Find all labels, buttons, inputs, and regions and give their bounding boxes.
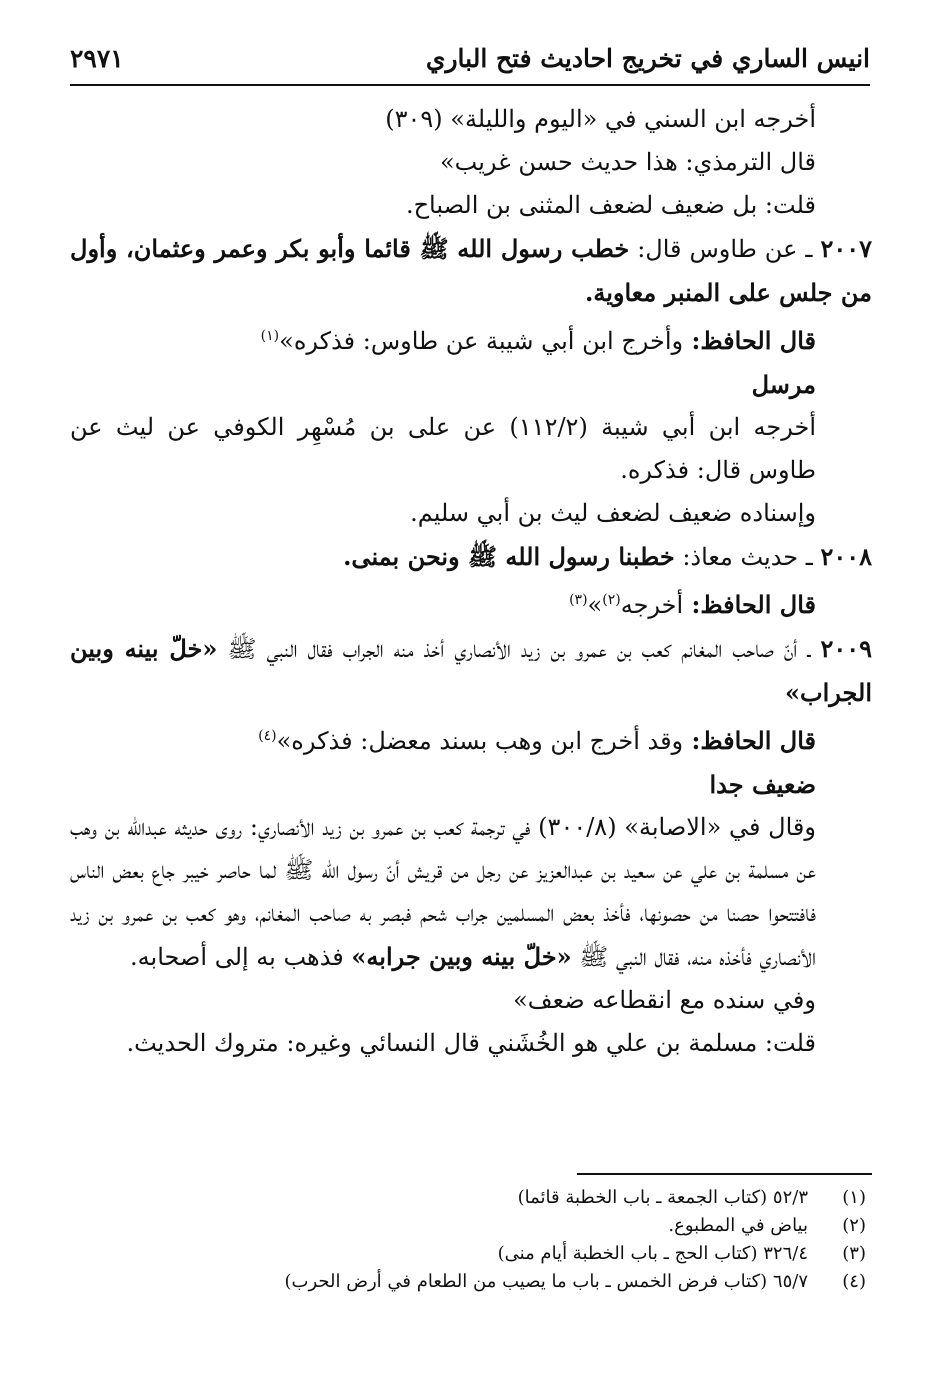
takhrij-line: أخرجه ابن السني في «اليوم والليلة» (٣٠٩): [385, 105, 816, 133]
hafiz-line: [70, 315, 872, 363]
hafiz-text: أخرجه: [620, 591, 684, 619]
hafiz-line: [70, 579, 872, 627]
hadith-2008: [70, 535, 872, 579]
footnote-text: ٥٢/٣ (كتاب الجمعة ـ باب الخطبة قائما): [517, 1187, 808, 1208]
footnote-number: (٢): [842, 1215, 866, 1236]
isaba-paragraph: [70, 806, 872, 979]
footnote-number: (٤): [842, 1271, 866, 1292]
book-title: انيس الساري في تخريج احاديث فتح الباري: [425, 44, 870, 73]
footnote-ref: (٤): [258, 728, 277, 744]
footnote-text: بياض في المطبوع.: [668, 1215, 808, 1236]
footnotes: [70, 1184, 872, 1296]
hadith-matn: «خلّ بينه وبين الجراب»: [70, 634, 872, 707]
footnote-ref: (٣): [569, 592, 588, 608]
sanad-line: وفي سنده مع انقطاعه ضعف»: [513, 986, 816, 1014]
takhrij-paragraph: أخرجه ابن أبي شيبة (١١٢/٢) عن على بن مُسْهِر الكوفي عن ليث عن طاوس قال: فذكره.: [70, 413, 816, 484]
hafiz-label: قال الحافظ:: [683, 326, 816, 355]
hadith-2009: [70, 627, 872, 715]
hafiz-quote-mark: »: [587, 591, 603, 619]
hadith-2007: [70, 227, 872, 315]
hadith-number: ٢٠٠٨: [820, 542, 872, 571]
hafiz-text: وقد أخرج ابن وهب بسند معضل: فذكره»: [276, 727, 684, 755]
hafiz-label: قال الحافظ:: [683, 590, 816, 619]
tirmidhi-line: قال الترمذي: هذا حديث حسن غريب»: [440, 148, 816, 176]
grade-label: ضعيف جدا: [709, 770, 816, 799]
footnote-ref: (١): [260, 328, 280, 344]
hadith-matn: خطب رسول الله ﷺ قائما وأبو بكر وعمر وعثمان، وأول من جلس على المنبر معاوية.: [70, 234, 872, 307]
isnad-line: وإسناده ضعيف لضعف ليث بن أبي سليم.: [410, 499, 816, 527]
footnote-number: (١): [842, 1187, 866, 1208]
hadith-number: ٢٠٠٩: [820, 634, 872, 663]
hadith-lead: ـ حديث معاذ:: [674, 543, 821, 571]
grade-label: مرسل: [751, 370, 816, 399]
footnote-number: (٣): [842, 1243, 866, 1264]
main-text: [70, 98, 872, 1065]
isaba-tail: فذهب به إلى أصحابه.: [130, 943, 352, 971]
isaba-text: وقال في «الاصابة» (٣٠٠/٨) في ترجمة كعب بن عمرو بن زيد الأنصاري: روى حديثه عبدالله بن وهب عن مسلمة بن علي عن سعيد بن عبدالعزيز عن رجل من قريش أنّ رسول الله ﷺ لما حاصر خيبر جاع بعض الناس فافتتحوا حصنا من حصونها، فأخذ بعض المسلمين جراب شحم فبصر به صاحب المغانم، وهو كعب بن عمرو بن زيد الأنصاري فأخذه منه، فقال النبي ﷺ: [70, 813, 816, 971]
running-header: [70, 34, 870, 86]
hafiz-line: [70, 715, 872, 763]
footnote-text: ٦٥/٧ (كتاب فرض الخمس ـ باب ما يصيب من الطعام في أرض الحرب): [284, 1271, 808, 1292]
isaba-quote: «خلّ بينه وبين جرابه»: [351, 942, 572, 971]
footnote-item: [70, 1268, 872, 1296]
hafiz-text: وأخرج ابن أبي شيبة عن طاوس: فذكره»: [279, 327, 684, 355]
footnote-item: [70, 1212, 872, 1240]
footnote-separator: [577, 1173, 872, 1175]
qultu-line: قلت: مسلمة بن علي هو الخُشَني قال النسائي وغيره: متروك الحديث.: [126, 1029, 816, 1057]
footnote-item: [70, 1184, 872, 1212]
hafiz-label: قال الحافظ:: [683, 726, 816, 755]
qultu-line: قلت: بل ضعيف لضعف المثنى بن الصباح.: [405, 191, 816, 219]
hadith-lead: ـ أنّ صاحب المغانم كعب بن عمرو بن زيد الأنصاري أخذ منه الجراب فقال النبي ﷺ: [217, 635, 821, 663]
page-number: ٢٩٧١: [70, 44, 124, 73]
hadith-lead: ـ عن طاوس قال:: [629, 235, 821, 263]
footnote-ref: (٢): [602, 592, 621, 608]
footnote-item: [70, 1240, 872, 1268]
hadith-number: ٢٠٠٧: [820, 234, 873, 263]
hadith-matn: خطبنا رسول الله ﷺ ونحن بمنى.: [343, 542, 675, 571]
footnote-text: ٣٢٦/٤ (كتاب الحج ـ باب الخطبة أيام منى): [497, 1243, 808, 1264]
